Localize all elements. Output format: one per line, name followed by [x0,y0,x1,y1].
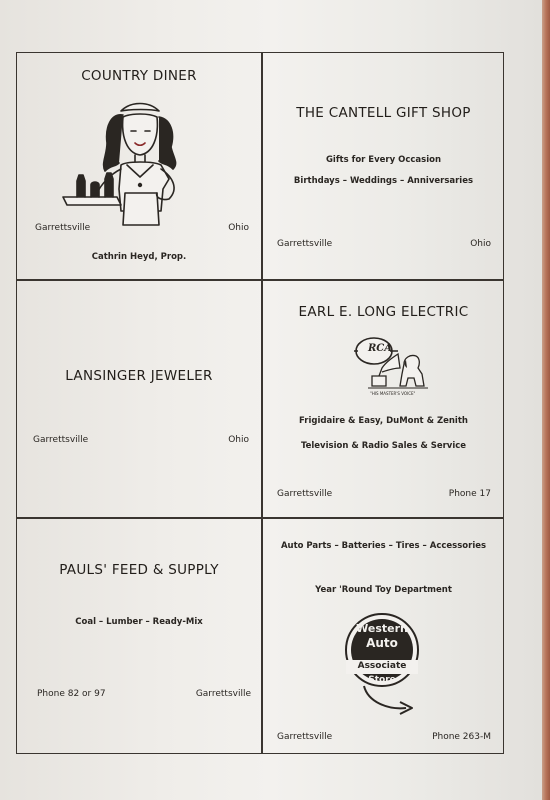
ad-title: COUNTRY DINER [81,68,197,84]
logo-line-3: Associate [357,661,407,671]
rca-nipper-logo [352,332,432,396]
ad-state: Ohio [228,435,249,445]
ad-grid [16,52,504,754]
ad-earl-long-electric [262,280,505,517]
rca-logo-text: RCA [368,343,393,354]
logo-line-1: Western [356,622,408,635]
ad-town: Garrettsville [277,489,333,499]
ad-line-2: Year 'Round Toy Department [315,585,452,595]
ad-town: Garrettsville [277,732,333,742]
ad-town: Garrettsville [35,223,91,233]
ad-pauls-feed-supply [17,518,261,755]
ad-western-auto [262,518,505,755]
ad-cantell-gift-shop [262,53,505,279]
waitress-illustration [61,93,201,233]
ad-title: EARL E. LONG ELECTRIC [298,304,469,320]
ad-line-1: Coal – Lumber – Ready-Mix [75,617,203,627]
ad-phone: Phone 17 [448,489,491,499]
page-edge [542,0,550,800]
ad-state: Ohio [470,239,491,249]
rca-logo-caption: "HIS MASTER'S VOICE" [370,391,416,396]
ad-line-2: Birthdays – Weddings – Anniversaries [293,176,474,186]
ad-line-1: Frigidaire & Easy, DuMont & Zenith [299,416,468,426]
ad-lansinger-jeweler [17,280,261,517]
ad-line-2: Television & Radio Sales & Service [300,441,467,451]
ad-country-diner [17,53,261,279]
ad-title: PAULS' FEED & SUPPLY [59,562,219,578]
ad-line-1: Auto Parts – Batteries – Tires – Accessories [280,541,487,551]
ad-proprietor: Cathrin Heyd, Prop. [91,252,187,262]
logo-line-4: Store [368,675,396,685]
ad-phone: Phone 82 or 97 [37,689,106,699]
ad-state: Ohio [228,223,249,233]
ad-town: Garrettsville [277,239,333,249]
logo-line-2: Auto [366,636,398,650]
ad-town: Garrettsville [195,689,251,699]
ad-title: LANSINGER JEWELER [65,368,213,384]
ad-town: Garrettsville [33,435,89,445]
ad-line-1: Gifts for Every Occasion [325,155,442,165]
ad-phone: Phone 263-M [432,732,491,742]
ad-title: THE CANTELL GIFT SHOP [296,105,471,121]
